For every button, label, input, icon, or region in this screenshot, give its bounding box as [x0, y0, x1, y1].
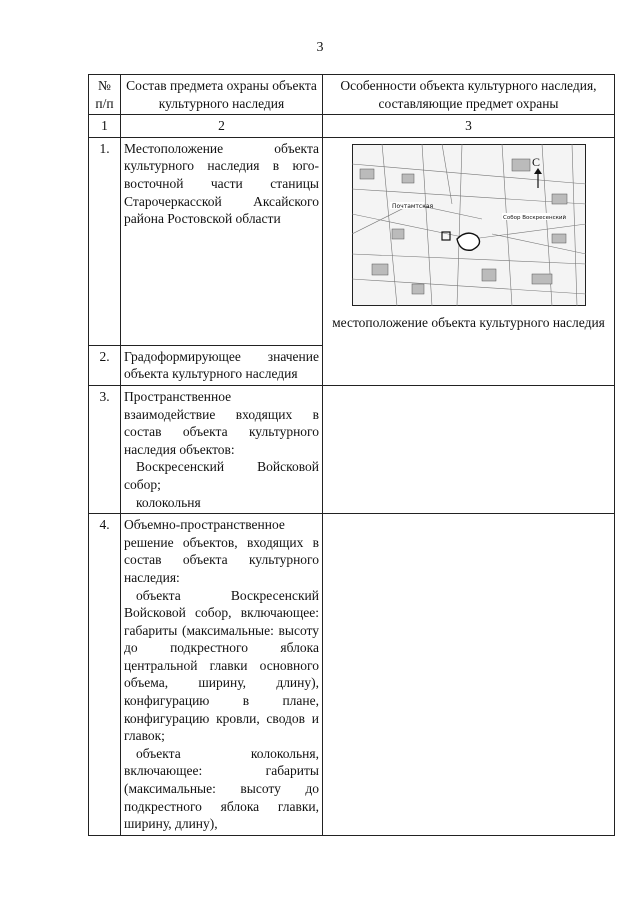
row-text: Местоположение объекта культурного наследия в юго-восточной части станицы Старочеркасской Аксайского района Ростовской области: [121, 137, 323, 345]
index-cell: 1: [89, 115, 121, 138]
header-number: № п/п: [89, 75, 121, 115]
table-row: [89, 137, 615, 345]
north-label: С: [531, 154, 540, 169]
street-label: Собор Воскресенский: [502, 214, 566, 221]
list-item: Воскресенский Войсковой собор;: [124, 459, 319, 492]
table-row: [89, 385, 615, 513]
row-text: Градоформирующее значение объекта культурного наследия: [121, 345, 323, 385]
page-number: 3: [316, 40, 324, 55]
row-content: [121, 385, 323, 513]
location-map: [352, 144, 586, 306]
table-row: [89, 514, 615, 836]
list-item: объекта Воскресенский Войсковой собор, включающее: габариты (максимальные: высоту до подкрестного яблока центральной главки основного объема, ширину, длину), конфигурацию в плане, конфигурацию кровли, сводов и главок;: [124, 587, 319, 744]
table-header-row: [89, 75, 615, 115]
map-caption: местоположение объекта культурного наследия: [332, 314, 605, 330]
heritage-table: [88, 74, 615, 836]
list-item: колокольня: [136, 494, 201, 510]
row-content: [121, 514, 323, 836]
index-cell: 2: [121, 115, 323, 138]
list-item: объекта колокольня, включающее: габариты (максимальные: высоту до подкрестного яблока главки, ширину, длину),: [124, 745, 319, 832]
row-text: Пространственное взаимодействие входящих в состав объекта культурного наследия объектов:: [124, 388, 319, 457]
row-text: Объемно-пространственное решение объектов, входящих в состав объекта культурного наследия:: [124, 517, 319, 585]
header-composition: Состав предмета охраны объекта культурного наследия: [121, 75, 323, 115]
row-number: 3.: [89, 385, 121, 513]
row-number: 4.: [89, 514, 121, 836]
row-number: 1.: [89, 137, 121, 345]
map-cell: [323, 137, 615, 385]
index-cell: 3: [323, 115, 615, 138]
empty-cell: [323, 514, 615, 836]
index-row: [89, 115, 615, 138]
row-number: 2.: [89, 345, 121, 385]
street-label: Почтамтская: [391, 202, 433, 210]
header-features: Особенности объекта культурного наследия, составляющие предмет охраны: [323, 75, 615, 115]
empty-cell: [323, 385, 615, 513]
